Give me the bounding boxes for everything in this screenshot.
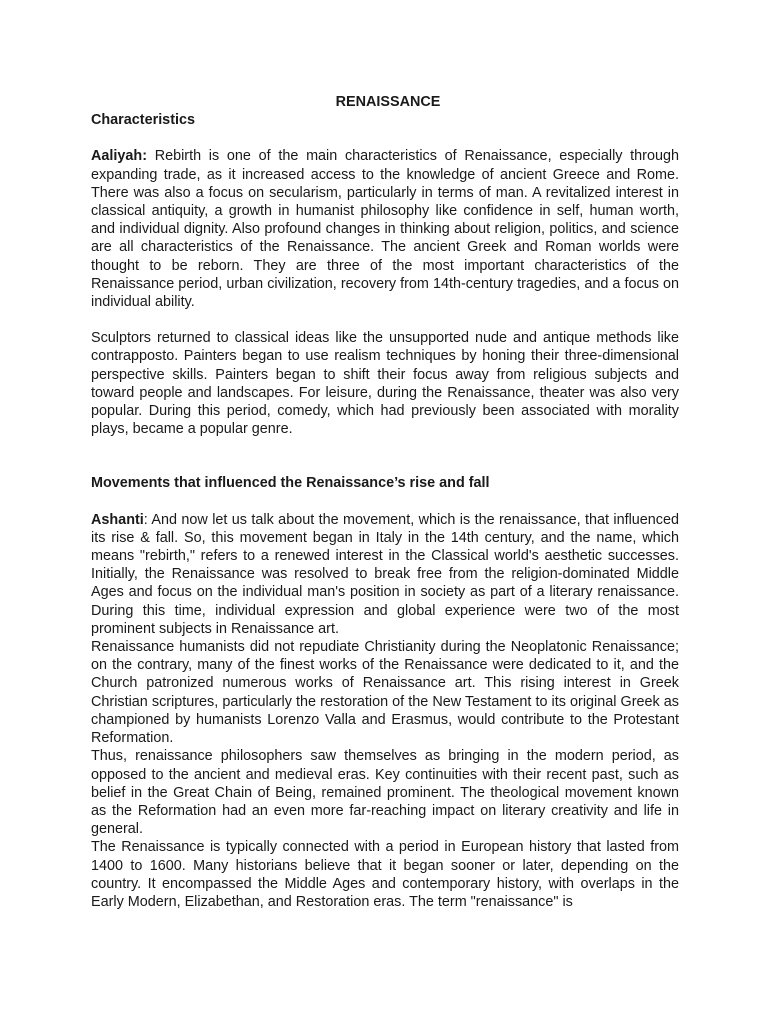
- paragraph-humanists: Renaissance humanists did not repudiate Christianity during the Neoplatonic Renaissance; on the contrary, many of the finest works of the Renaissance were dedicated to it, and the Church patronized numerous works of Renaissance art. This rising interest in Greek Christian scriptures, particularly the restoration of the New Testament to its original Greek as championed by humanists Lorenzo Valla and Erasmus, would contribute to the Protestant Reformation.: [91, 639, 679, 747]
- section-heading-movements: Movements that influenced the Renaissance’s rise and fall: [91, 475, 490, 492]
- paragraph-text: Rebirth is one of the main characteristics of Renaissance, especially through expanding trade, as it increased access to the knowledge of ancient Greece and Rome. There was also a focus on secularism, particularly in terms of man. A revitalized interest in classical antiquity, a growth in humanist philosophy like confidence in self, human worth, and individual dignity. Also profound changes in thinking about religion, politics, and science are all characteristics of the Renaissance. The ancient Greek and Roman worlds were thought to be reborn. They are three of the most important characteristics of the Renaissance period, urban civilization, recovery from 14th-century tragedies, and a focus on individual ability.: [91, 148, 679, 311]
- speaker-label: Aaliyah:: [91, 148, 147, 165]
- paragraph-sculptors: Sculptors returned to classical ideas like the unsupported nude and antique methods like contrapposto. Painters began to use realism techniques by honing their three-dimensional perspective skills. Painters began to shift their focus away from religious subjects and toward people and landscapes. For leisure, during the Renaissance, theater was also very popular. During this period, comedy, which had previously been associated with morality plays, became a popular genre.: [91, 330, 679, 438]
- spacer: [91, 493, 679, 511]
- paragraph-ashanti: [91, 511, 679, 638]
- paragraph-philosophers: Thus, renaissance philosophers saw themselves as bringing in the modern period, as opposed to the ancient and medieval eras. Key continuities with their recent past, such as belief in the Great Chain of Being, remained prominent. The theological movement known as the Reformation had an even more far-reaching impact on literary creativity and life in general.: [91, 748, 679, 838]
- paragraph-aaliyah: [91, 147, 679, 311]
- section-heading-characteristics: Characteristics: [91, 112, 195, 129]
- spacer: [91, 311, 679, 329]
- spacer: [91, 129, 679, 147]
- paragraph-period: The Renaissance is typically connected with a period in European history that lasted from 1400 to 1600. Many historians believe that it began sooner or later, depending on the country. It encompassed the Middle Ages and contemporary history, with overlaps in the Early Modern, Elizabethan, and Restoration eras. The term "renaissance" is: [91, 839, 679, 910]
- paragraph-text: : And now let us talk about the movement, which is the renaissance, that influenced its rise & fall. So, this movement began in Italy in the 14th century, and the name, which means "rebirth," refers to a renewed interest in the Classical world's aesthetic successes. Initially, the Renaissance was resolved to break free from the religion-dominated Middle Ages and focus on the individual man's position in society as part of a literary renaissance. During this time, individual expression and global experience were two of the most prominent subjects in Renaissance art.: [91, 511, 679, 637]
- speaker-label: Ashanti: [91, 511, 144, 528]
- document-title: RENAISSANCE: [335, 94, 441, 110]
- document-page: [91, 93, 679, 911]
- spacer: [91, 438, 679, 474]
